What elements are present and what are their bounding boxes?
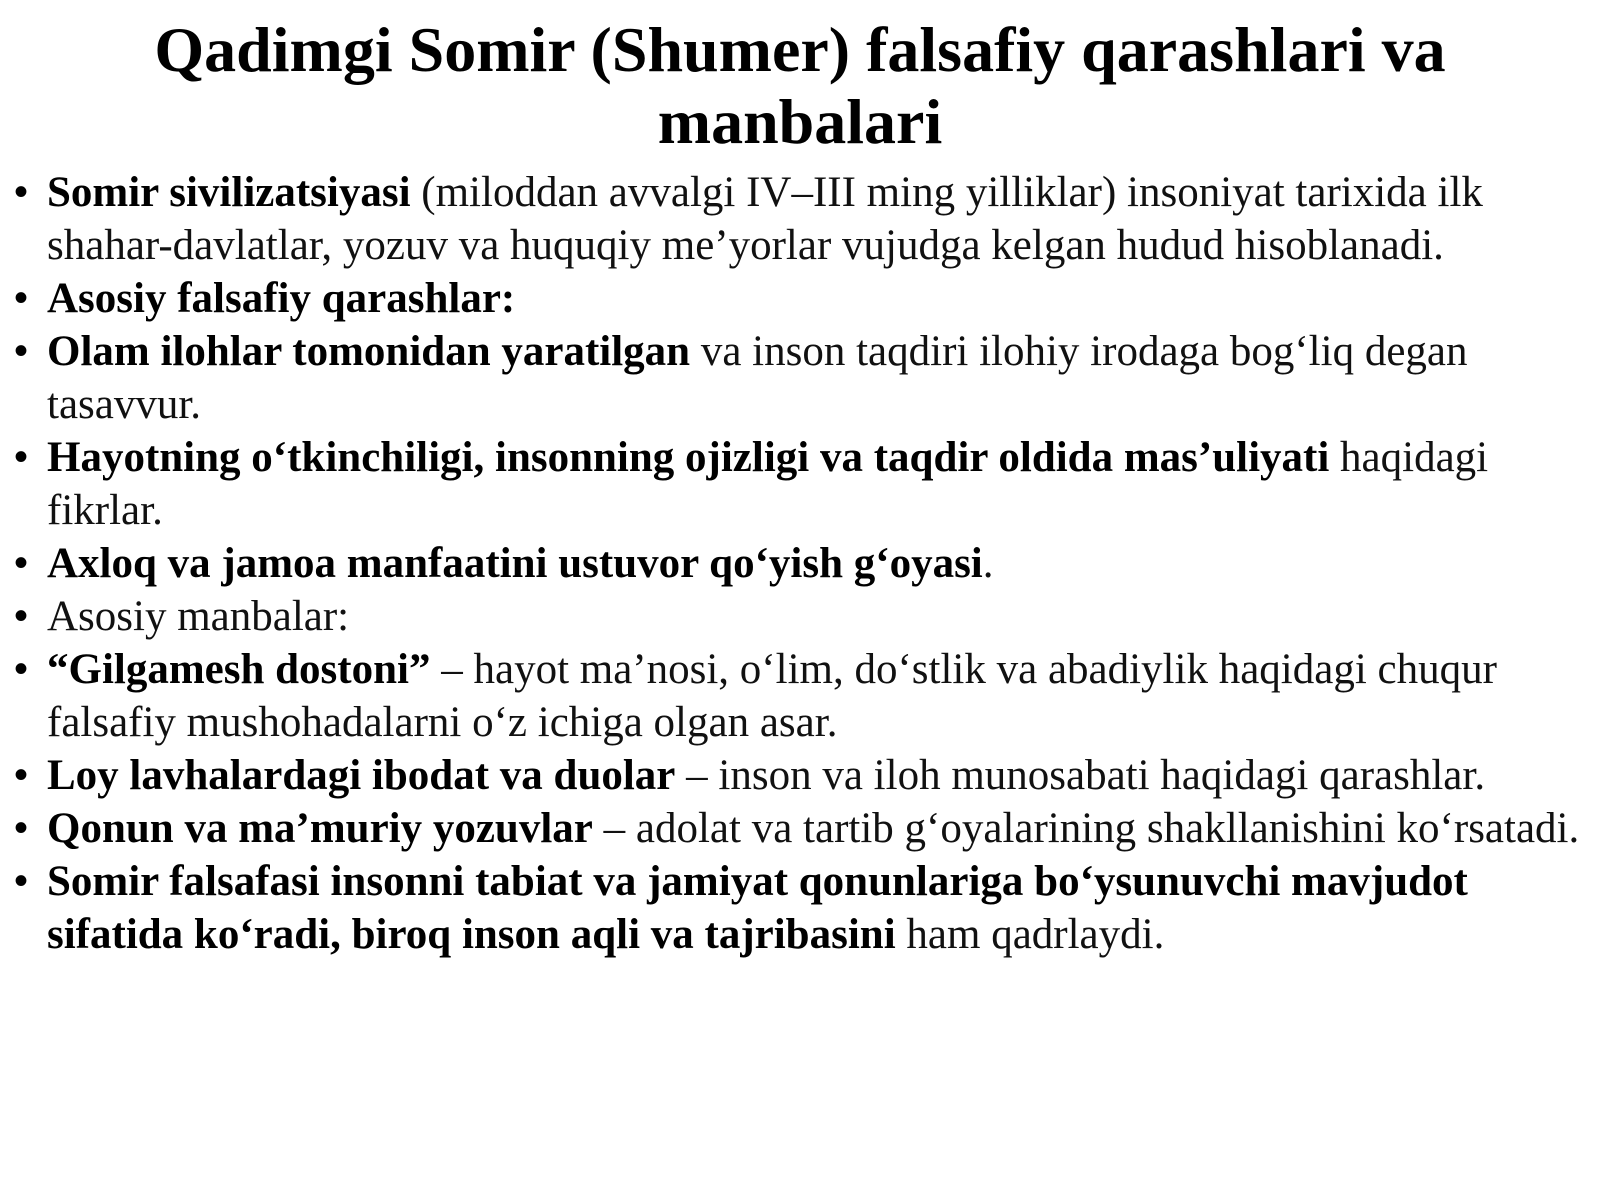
bullet-bold-text: “Gilgamesh dostoni” — [47, 646, 431, 693]
bullet-item — [14, 643, 1586, 749]
bullet-text: – inson va iloh munosabati haqidagi qarashlar. — [675, 752, 1486, 799]
bullet-text: (miloddan avvalgi IV–III ming yilliklar) insoniyat tarixida ilk shahar-davlatlar, yozuv va huquqiy me’yorlar vujudga kelgan hudud hisoblanadi. — [47, 169, 1483, 269]
bullet-item — [14, 431, 1586, 537]
bullet-bold-text: Axloq va jamoa manfaatini ustuvor qo‘yish g‘oyasi — [47, 540, 983, 587]
bullet-text: – adolat va tartib g‘oyalarining shakllanishini ko‘rsatadi. — [592, 805, 1580, 852]
bullet-item — [14, 590, 1586, 643]
bullet-text: va inson taqdiri ilohiy irodaga bog‘liq degan tasavvur. — [47, 328, 1468, 428]
bullet-bold-text: Asosiy falsafiy qarashlar: — [47, 275, 516, 322]
bullet-item — [14, 272, 1586, 325]
bullet-marker: • — [14, 753, 29, 797]
bullet-marker: • — [14, 541, 29, 585]
bullet-item — [14, 325, 1586, 431]
bullet-marker: • — [14, 276, 29, 320]
bullet-list — [14, 166, 1586, 961]
bullet-bold-text: Somir sivilizatsiyasi — [47, 169, 411, 216]
bullet-text: ham qadrlaydi. — [895, 911, 1165, 958]
bullet-bold-text: Hayotning o‘tkinchiligi, insonning ojizligi va taqdir oldida mas’uliyati — [47, 434, 1330, 481]
bullet-item — [14, 802, 1586, 855]
bullet-item — [14, 855, 1586, 961]
bullet-text: . — [982, 540, 994, 587]
bullet-text: haqidagi fikrlar. — [47, 434, 1489, 534]
bullet-item — [14, 749, 1586, 802]
bullet-marker: • — [14, 329, 29, 373]
bullet-marker: • — [14, 435, 29, 479]
bullet-bold-text: Qonun va ma’muriy yozuvlar — [47, 805, 593, 852]
bullet-bold-text: Olam ilohlar tomonidan yaratilgan — [47, 328, 691, 375]
bullet-marker: • — [14, 594, 29, 638]
bullet-item — [14, 166, 1586, 272]
bullet-bold-text: Loy lavhalardagi ibodat va duolar — [47, 752, 676, 799]
bullet-marker: • — [14, 859, 29, 903]
bullet-text: Asosiy manbalar: — [47, 593, 350, 640]
bullet-marker: • — [14, 806, 29, 850]
bullet-text: – hayot ma’nosi, o‘lim, do‘stlik va abadiylik haqidagi chuqur falsafiy mushohadalarni o‘z ichiga olgan asar. — [47, 646, 1497, 746]
bullet-bold-text: Somir falsafasi insonni tabiat va jamiyat qonunlariga bo‘ysunuvchi mavjudot sifatida ko‘radi, biroq inson aqli va tajribasini — [47, 858, 1468, 958]
bullet-marker: • — [14, 170, 29, 214]
bullet-marker: • — [14, 647, 29, 691]
bullet-item — [14, 537, 1586, 590]
slide-title: Qadimgi Somir (Shumer) falsafiy qarashlari va manbalari — [154, 14, 1446, 157]
